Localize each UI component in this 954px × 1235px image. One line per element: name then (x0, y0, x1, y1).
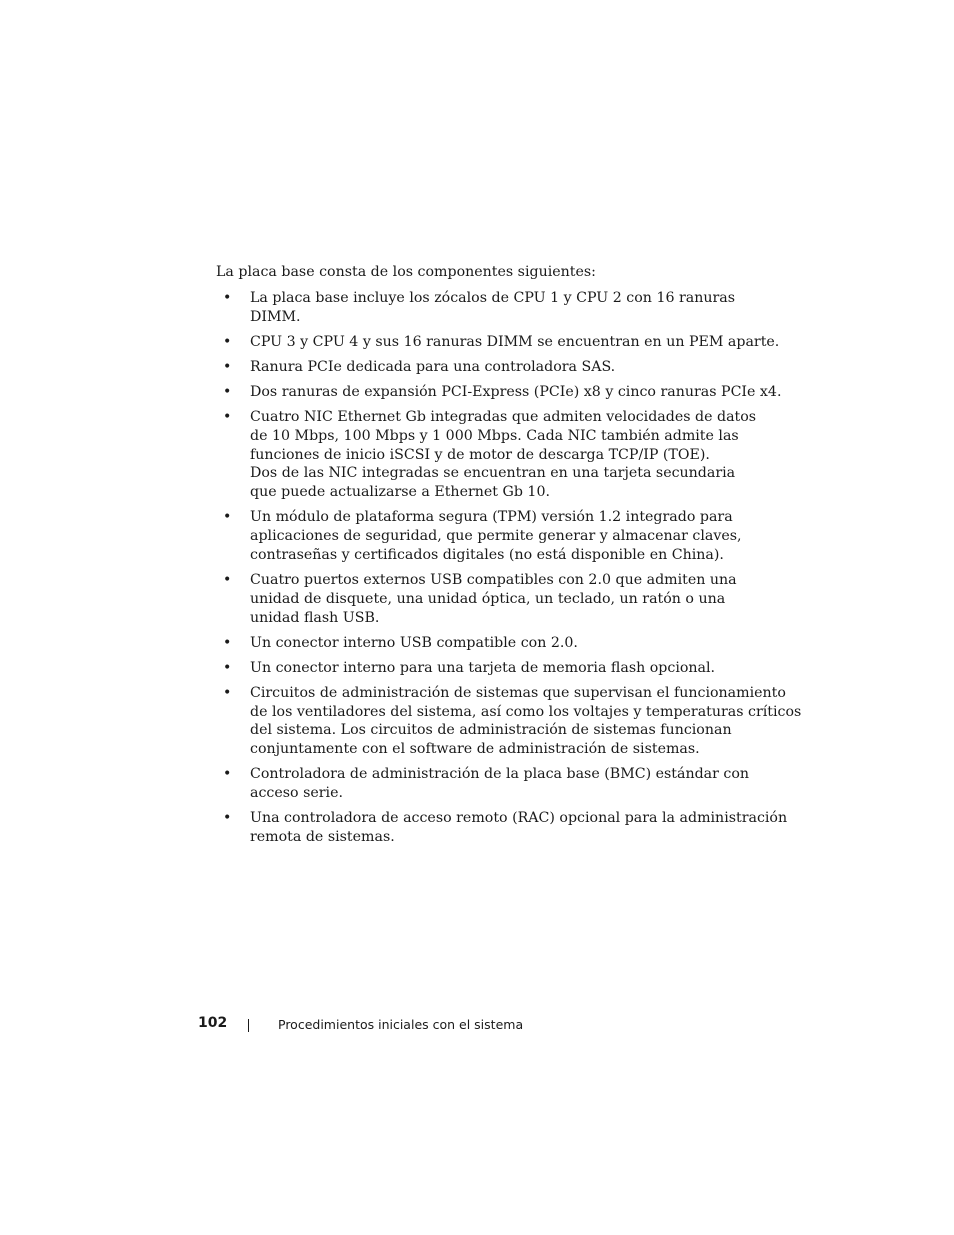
list-item (216, 809, 788, 847)
list-item-line: CPU 3 y CPU 4 y sus 16 ranuras DIMM se encuentran en un PEM aparte. (250, 333, 780, 350)
bullet-marker: • (223, 634, 232, 651)
bullet-marker: • (223, 509, 232, 526)
list-item-line: Ranura PCIe dedicada para una controladora SAS. (250, 358, 616, 375)
list-item (216, 765, 750, 803)
list-item (216, 571, 737, 627)
list-item-line: Cuatro puertos externos USB compatibles con 2.0 que admiten una (250, 571, 737, 588)
list-item-line: de 10 Mbps, 100 Mbps y 1 000 Mbps. Cada NIC también admite las (250, 427, 739, 444)
intro-paragraph: La placa base consta de los componentes siguientes: (216, 264, 596, 280)
list-item-line: Un conector interno USB compatible con 2.0. (250, 634, 578, 651)
list-item-line: unidad de disquete, una unidad óptica, un teclado, un ratón o una (250, 590, 726, 607)
page-footer (0, 1015, 954, 1035)
list-item-line: Controladora de administración de la placa base (BMC) estándar con (250, 766, 750, 783)
list-item (216, 289, 736, 327)
list-item-line: La placa base incluye los zócalos de CPU 1 y CPU 2 con 16 ranuras (250, 289, 736, 306)
footer-separator (248, 1019, 249, 1032)
list-item-line: acceso serie. (250, 785, 343, 802)
list-item (216, 408, 757, 502)
bullet-marker: • (223, 358, 232, 375)
page-number: 102 (198, 1015, 228, 1031)
bullet-marker: • (223, 684, 232, 701)
footer-section-title: Procedimientos iniciales con el sistema (278, 1017, 524, 1032)
list-item-line: Una controladora de acceso remoto (RAC) opcional para la administración (250, 810, 788, 827)
body-content (216, 263, 802, 853)
list-item-line: DIMM. (250, 308, 301, 325)
bullet-marker: • (223, 289, 232, 306)
bullet-marker: • (223, 383, 232, 400)
list-item-line: de los ventiladores del sistema, así como los voltajes y temperaturas críticos (250, 703, 802, 720)
list-item-line: Dos ranuras de expansión PCI-Express (PCIe) x8 y cinco ranuras PCIe x4. (250, 383, 782, 400)
list-item-line: contraseñas y certificados digitales (no está disponible en China). (250, 546, 724, 563)
list-item-line: Circuitos de administración de sistemas que supervisan el funcionamiento (250, 684, 786, 701)
list-item (216, 634, 716, 653)
list-item-line: Un conector interno para una tarjeta de memoria flash opcional. (250, 659, 716, 676)
list-item (216, 333, 780, 352)
list-item-line: funciones de inicio iSCSI y de motor de descarga TCP/IP (TOE). (250, 446, 710, 463)
list-item-line: del sistema. Los circuitos de administración de sistemas funcionan (250, 722, 732, 739)
list-item (216, 684, 802, 759)
list-item-line: Dos de las NIC integradas se encuentran en una tarjeta secundaria (250, 465, 736, 482)
list-item (216, 508, 742, 564)
list-item-line: Un módulo de plataforma segura (TPM) versión 1.2 integrado para (250, 509, 733, 526)
list-item-line: conjuntamente con el software de administración de sistemas. (250, 741, 700, 758)
bullet-marker: • (223, 571, 232, 588)
bullet-marker: • (223, 810, 232, 827)
list-item-line: Cuatro NIC Ethernet Gb integradas que admiten velocidades de datos (250, 408, 757, 425)
list-item-line: aplicaciones de seguridad, que permite generar y almacenar claves, (250, 528, 742, 545)
bullet-marker: • (223, 766, 232, 783)
bullet-marker: • (223, 333, 232, 350)
list-item (216, 659, 716, 678)
bullet-marker: • (223, 408, 232, 425)
bullet-marker: • (223, 659, 232, 676)
list-item (216, 358, 716, 377)
component-list (216, 289, 802, 847)
list-item (216, 383, 782, 402)
list-item-line: remota de sistemas. (250, 828, 395, 845)
list-item-line: que puede actualizarse a Ethernet Gb 10. (250, 484, 550, 501)
list-item-line: unidad flash USB. (250, 609, 380, 626)
